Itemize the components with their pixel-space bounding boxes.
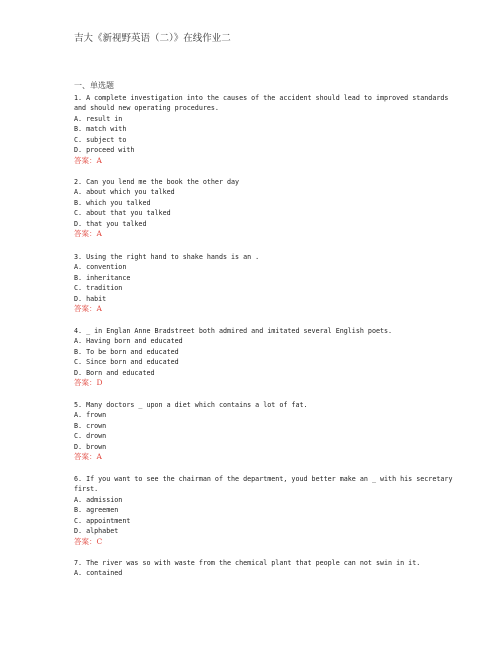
question-1-option-a: A. result in: [74, 115, 123, 123]
question-3-option-a: A. convention: [74, 263, 127, 271]
question-6-answer: 答案：C: [74, 537, 103, 546]
question-4-stem: 4. _ in Englan Anne Bradstreet both admired and imitated several English poets.: [74, 327, 393, 335]
question-2-option-c: C. about that you talked: [74, 209, 171, 217]
question-6-option-a: A. admission: [74, 496, 123, 504]
question-6-option-b: B. agreemen: [74, 506, 119, 514]
question-4-option-d: D. Born and educated: [74, 369, 155, 377]
question-4-option-b: B. To be born and educated: [74, 348, 179, 356]
question-1-stem-line-2: and should new operating procedures.: [74, 104, 219, 112]
question-3-answer: 答案：A: [74, 304, 102, 313]
question-1-option-d: D. proceed with: [74, 146, 135, 154]
question-4-answer: 答案：D: [74, 378, 103, 387]
question-5-option-d: D. brown: [74, 443, 107, 451]
question-2-option-b: B. which you talked: [74, 199, 151, 207]
question-6-option-c: C. appointment: [74, 517, 131, 525]
question-7-stem: 7. The river was so with waste from the chemical plant that people can not swin in it.: [74, 559, 421, 567]
question-3-option-d: D. habit: [74, 295, 107, 303]
question-2-stem: 2. Can you lend me the book the other day: [74, 178, 240, 186]
question-5-option-a: A. frown: [74, 411, 107, 419]
question-1-option-c: C. subject to: [74, 136, 127, 144]
question-5-option-b: B. crown: [74, 422, 107, 430]
question-4-option-a: A. Having born and educated: [74, 337, 183, 345]
question-3-stem: 3. Using the right hand to shake hands is an .: [74, 253, 260, 261]
question-2-option-a: A. about which you talked: [74, 188, 175, 196]
question-3-option-c: C. tradition: [74, 284, 123, 292]
question-1-answer: 答案：A: [74, 156, 102, 165]
question-4-option-c: C. Since born and educated: [74, 358, 179, 366]
question-7-option-a: A. contained: [74, 569, 123, 577]
question-5-stem: 5. Many doctors _ upon a diet which contains a lot of fat.: [74, 401, 308, 409]
question-5-option-c: C. drown: [74, 432, 107, 440]
question-5-answer: 答案：A: [74, 452, 102, 461]
section-heading: 一、单选题: [74, 81, 114, 90]
question-3-option-b: B. inheritance: [74, 274, 131, 282]
question-6-option-d: D. alphabet: [74, 527, 119, 535]
question-1-stem-line-1: 1. A complete investigation into the causes of the accident should lead to improved standards: [74, 94, 449, 102]
document-title: 吉大《新视野英语（二）》在线作业二: [74, 33, 231, 44]
question-1-option-b: B. match with: [74, 125, 127, 133]
question-2-option-d: D. that you talked: [74, 220, 147, 228]
question-2-answer: 答案：A: [74, 229, 102, 238]
question-6-stem-line-2: first.: [74, 485, 99, 493]
question-6-stem-line-1: 6. If you want to see the chairman of the department, youd better make an _ with his secretary: [74, 475, 453, 483]
